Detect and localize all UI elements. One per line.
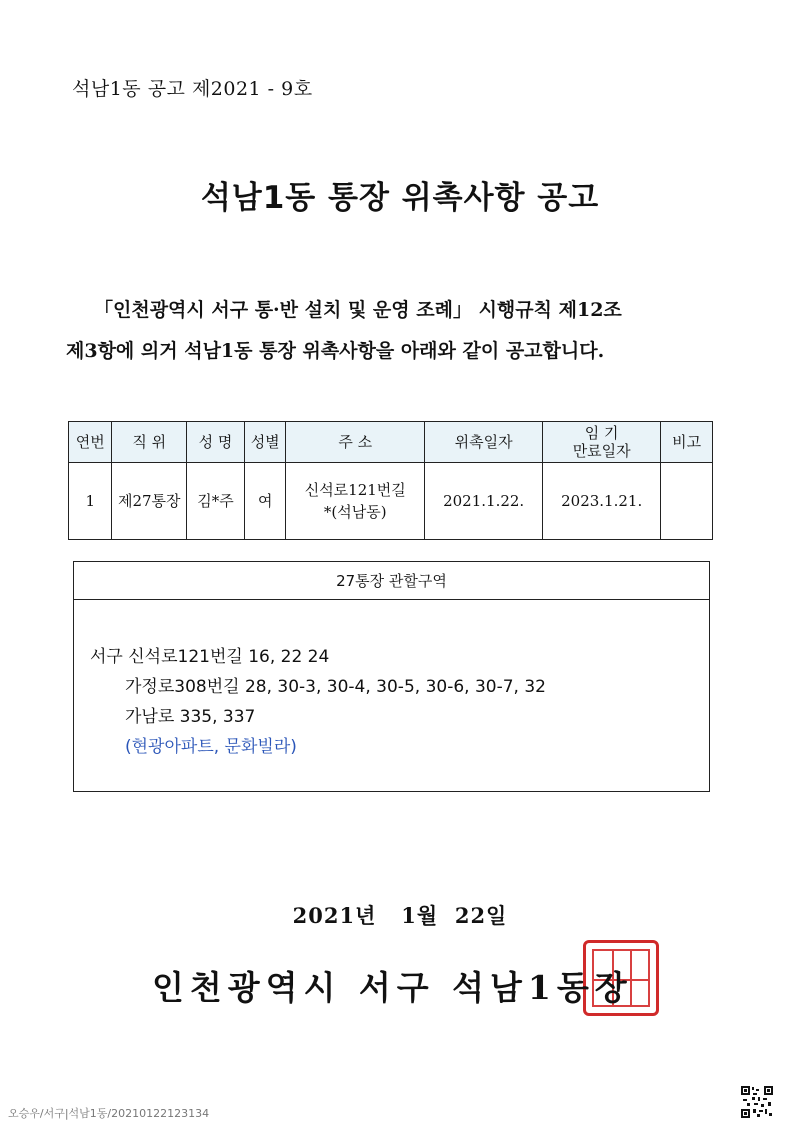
header-appointed: 위촉일자 [425, 422, 543, 463]
jurisdiction-box [73, 561, 710, 792]
cell-gender: 여 [244, 463, 285, 540]
appointment-table [68, 421, 713, 540]
cell-appointed: 2021.1.22. [425, 463, 543, 540]
header-term-label: 임 기 [584, 424, 619, 442]
table-header-row [69, 422, 713, 463]
header-position: 직 위 [112, 422, 187, 463]
document-title: 석남1동 통장 위촉사항 공고 [200, 180, 600, 216]
cell-expires: 2023.1.21. [543, 463, 661, 540]
notice-body [66, 290, 746, 372]
jurisdiction-line: (현광아파트, 문화빌라) [125, 737, 297, 757]
cell-address [286, 463, 425, 540]
body-line-1: 「인천광역시 서구 통·반 설치 및 운영 조례」 시행규칙 제12조 [94, 299, 622, 321]
table-row [69, 463, 713, 540]
header-term [543, 422, 661, 463]
header-note: 비고 [661, 422, 713, 463]
cell-address-line1: 신석로121번길 [304, 481, 406, 499]
cell-position: 제27통장 [112, 463, 187, 540]
issue-date: 2021년 1월 22일 [292, 903, 508, 928]
header-name: 성 명 [187, 422, 245, 463]
cell-address-line2: *(석남동) [323, 503, 387, 521]
cell-no: 1 [69, 463, 112, 540]
header-expires-label: 만료일자 [572, 442, 631, 460]
document-id: 오승우/서구|석남1동/20210122123134 [8, 1107, 210, 1120]
jurisdiction-line: 가남로 335, 337 [125, 707, 256, 727]
cell-name: 김*주 [187, 463, 245, 540]
header-address: 주 소 [286, 422, 425, 463]
qr-code-icon [741, 1086, 773, 1118]
jurisdiction-line: 가정로308번길 28, 30-3, 30-4, 30-5, 30-6, 30-7, 32 [125, 677, 546, 697]
jurisdiction-line: 서구 신석로121번길 16, 22 24 [90, 647, 330, 667]
issuer-name: 인천광역시 서구 석남1동장 [152, 968, 633, 1007]
cell-note [661, 463, 713, 540]
body-line-2: 제3항에 의거 석남1동 통장 위촉사항을 아래와 같이 공고합니다. [66, 340, 605, 362]
header-gender: 성별 [244, 422, 285, 463]
header-no: 연번 [69, 422, 112, 463]
notice-number: 석남1동 공고 제2021 - 9호 [72, 78, 313, 100]
jurisdiction-title: 27통장 관할구역 [74, 562, 709, 600]
